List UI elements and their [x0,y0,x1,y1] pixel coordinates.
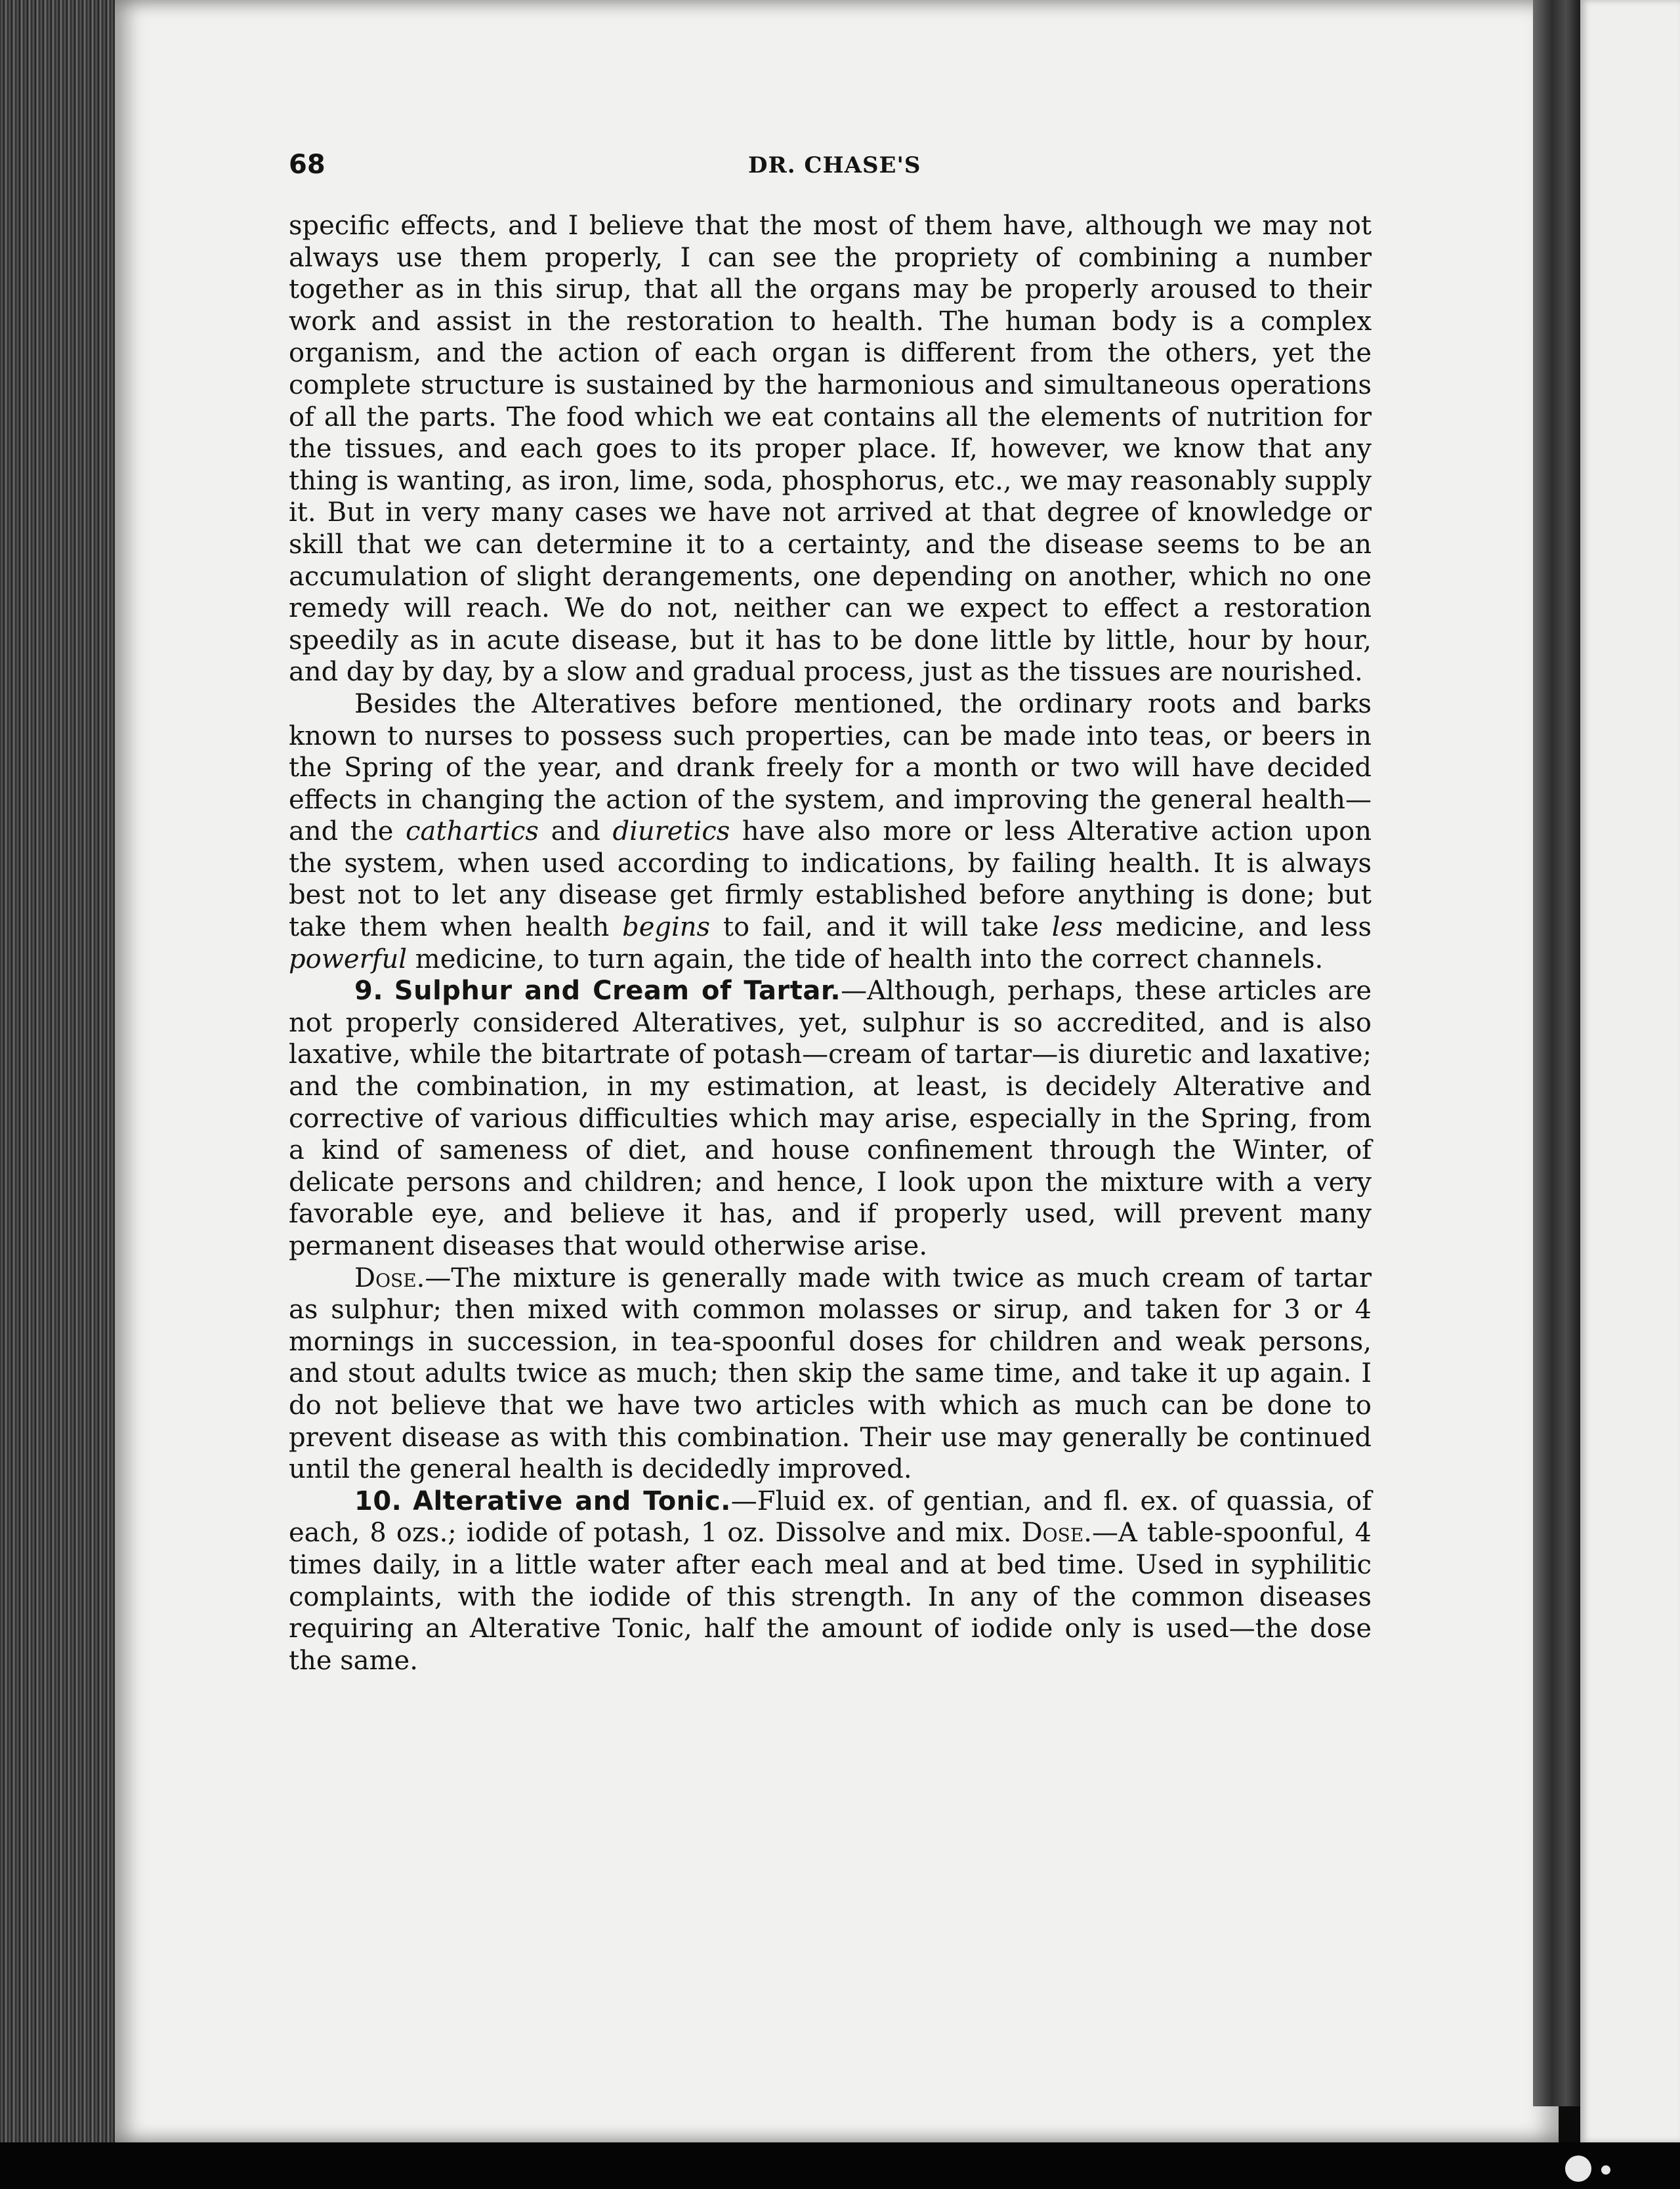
emphasis-cathartics: cathartics [406,816,539,847]
section-10-title: Alterative and Tonic. [413,1486,731,1516]
emphasis-begins: begins [622,912,711,943]
page-number: 68 [289,150,326,180]
paragraph-2: Besides the Alteratives before mentioned, the ordinary roots and barks known to nurses to possess such properties, can be made into teas, or beers in the Spring of the year, and drank freely for a month or two will have decided effects in changing the action of the system, and improving the general health—and the cathartics and diuretics have also more or less Alterative action upon the system, when used according to indications, by failing health. It is always best not to let any disease get firmly established before anything is done; but take them when health begins to fail, and it will take less medicine, and less powerful medicine, to turn again, the tide of health into the correct channels. [289,688,1372,974]
section-9-title: Sulphur and Cream of Tartar. [394,976,841,1007]
dose-text: —The mixture is generally made with twice as much cream of tartar as sulphur; then mixed with common molasses or sirup, and taken for 3 or 4 mornings in succession, in tea-spoonful doses for children and weak persons, and stout adults twice as much; then skip the same time, and take it up again. I do not believe that we have two articles with which as much can be done to prevent disease as with this combination. Their use may generally be continued until the general health is decidedly improved. [289,1262,1372,1485]
paragraph-1: specific effects, and I believe that the most of them have, although we may not always use them properly, I can see the propriety of combining a number together as in this sirup, that all the organs may be properly aroused to their work and assist in the restoration to health. The human body is a complex organism, and the action of each organ is different from the others, yet the complete structure is sustained by the harmonious and simultaneous operations of all the parts. The food which we eat contains all the elements of nutrition for the tissues, and each goes to its proper place. If, however, we know that any thing is wanting, as iron, lime, soda, phosphorus, etc., we may reasonably supply it. But in very many cases we have not arrived at that degree of knowledge or skill that we can determine it to a certainty, and the disease seems to be an accumulation of slight derangements, one depending on another, which no one remedy will reach. We do not, neither can we expect to effect a restoration speedily as in acute disease, but it has to be done little by little, hour by hour, and day by day, by a slow and gradual process, just as the tissues are nourished. [289,211,1372,688]
dose-label: Dose. [354,1262,425,1293]
body-text [289,210,1372,1677]
section-9-text: —Although, perhaps, these articles are not properly considered Alteratives, yet, sulphur is so accredited, and is also laxative, while the bitartrate of potash—cream of tartar—is diuretic and laxative; and the combination, in my estimation, at least, is decidely Alterative and corrective of various difficulties which may arise, especially in the Spring, from a kind of sameness of diet, and house confinement through the Winter, of delicate persons and children; and hence, I look upon the mixture with a very favorable eye, and believe it has, and if properly used, will prevent many permanent diseases that would otherwise arise. [289,976,1372,1261]
emphasis-diuretics: diuretics [612,816,730,847]
book-binding-edge [0,0,115,2142]
running-head [289,150,1372,182]
scan-speck [1565,2156,1591,2182]
section-10-number: 10. [354,1486,402,1516]
emphasis-powerful: powerful [289,944,408,974]
running-title: DR. CHASE'S [748,152,921,178]
page-stack-edge [1533,0,1580,2106]
section-9 [289,975,1372,1262]
section-10 [289,1486,1372,1677]
emphasis-less: less [1051,912,1103,943]
dose-label-10: Dose. [1021,1518,1092,1549]
scan-speck-small [1601,2165,1610,2175]
section-9-number: 9. [354,976,384,1007]
section-9-dose [289,1262,1372,1486]
scan-margin [1580,0,1680,2142]
section-10-text: —Fluid ex. of gentian, and fl. ex. of quassia, of each, 8 ozs.; iodide of potash, 1 oz. Dissolve and mix. [289,1486,1372,1549]
dose-text-10: —A table-spoonful, 4 times daily, in a little water after each meal and at bed time. Used in syphilitic complaints, with the iodide of this strength. In any of the common diseases requiring an Alterative Tonic, half the amount of iodide only is used—the dose the same. [289,1518,1372,1676]
scan-bottom-band [0,2142,1680,2189]
